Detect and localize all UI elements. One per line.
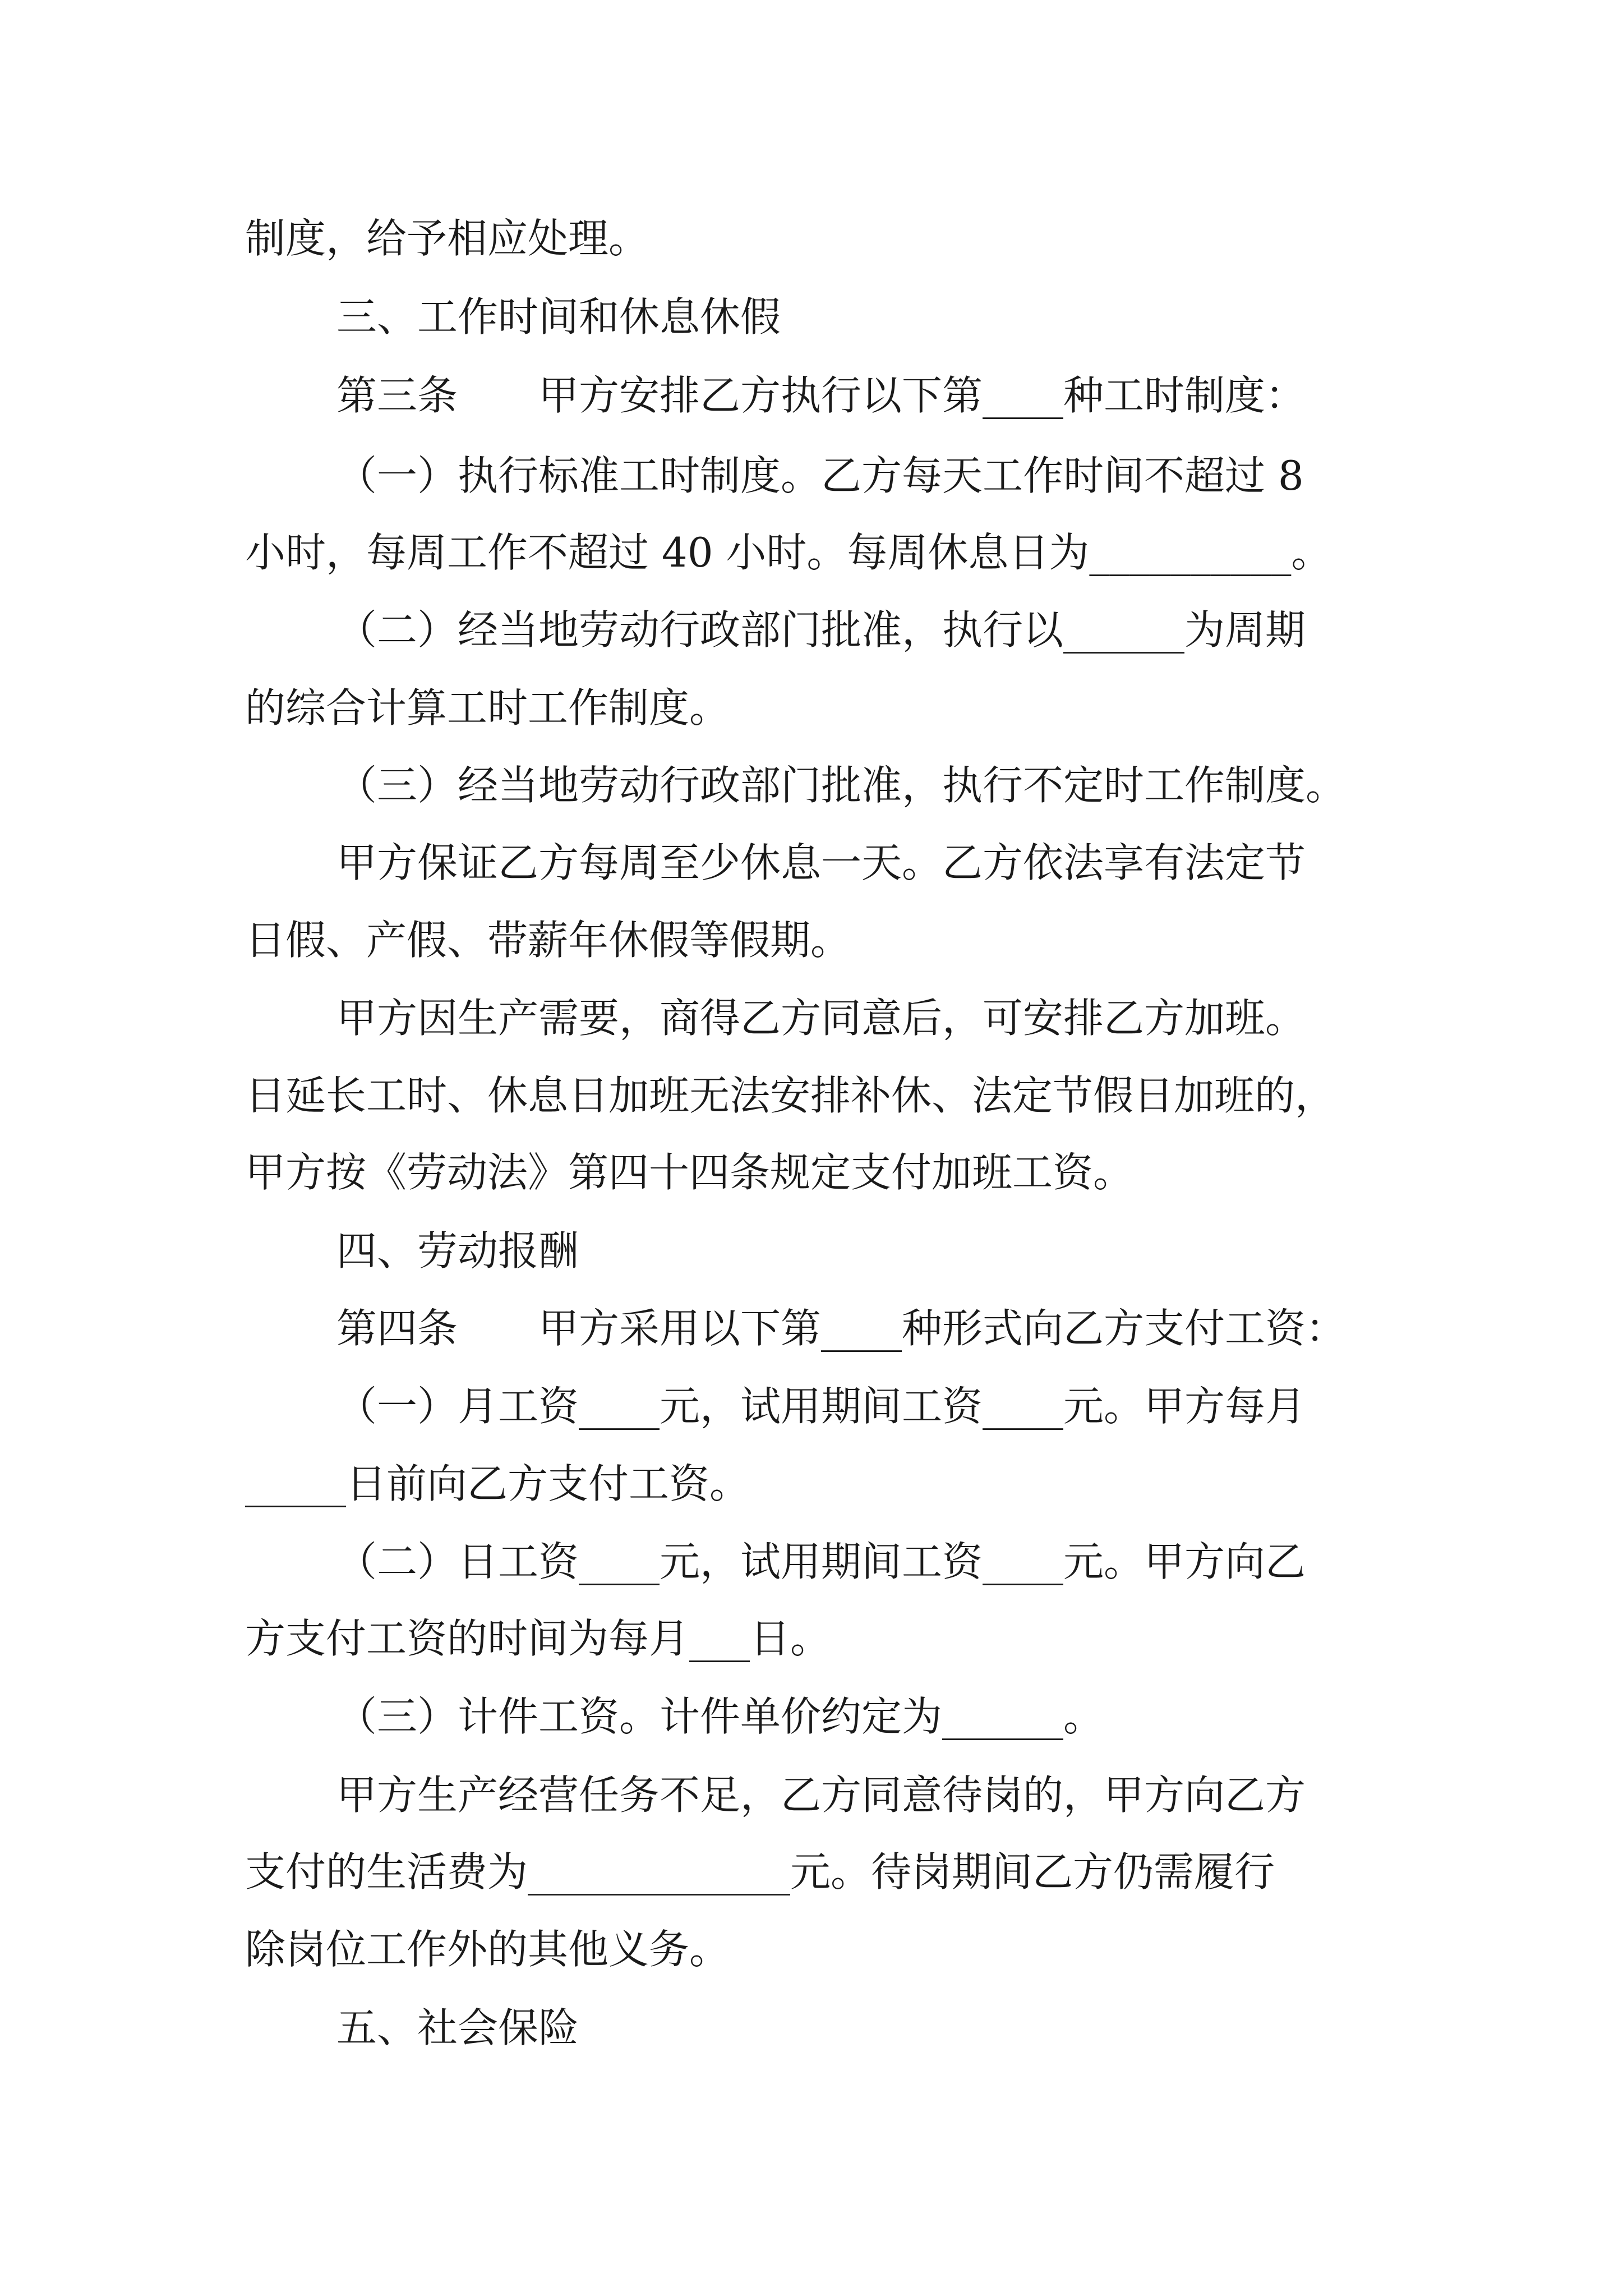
text-line: 甲方保证乙方每周至少休息一天。乙方依法享有法定节: [336, 839, 1306, 886]
text-line: （二）经当地劳动行政部门批准，执行以______为周期: [336, 606, 1306, 654]
text-line: 日延长工时、休息日加班无法安排补休、法定节假日加班的，: [245, 1072, 1336, 1119]
text-line: 甲方按《劳动法》第四十四条规定支付加班工资。: [245, 1149, 1134, 1196]
text-line: 除岗位工作外的其他义务。: [245, 1926, 730, 1973]
text-line: 制度，给予相应处理。: [245, 215, 649, 262]
text-line: 日假、产假、带薪年休假等假期。: [245, 917, 851, 964]
text-line: （二）日工资____元，试用期间工资____元。甲方向乙: [336, 1538, 1306, 1585]
article-line: 第四条 甲方采用以下第____种形式向乙方支付工资：: [336, 1305, 1347, 1352]
section-heading: 三、工作时间和休息休假: [336, 293, 781, 341]
text-line: 甲方因生产需要，商得乙方同意后，可安排乙方加班。: [336, 995, 1306, 1042]
text-line: 支付的生活费为_____________元。待岗期间乙方仍需履行: [245, 1848, 1275, 1895]
text-line: 方支付工资的时间为每月___日。: [245, 1615, 831, 1662]
text-line: 的综合计算工时工作制度。: [245, 684, 730, 731]
section-heading: 四、劳动报酬: [336, 1227, 579, 1274]
text-line: （三）经当地劳动行政部门批准，执行不定时工作制度。: [336, 762, 1347, 809]
text-line: （一）执行标准工时制度。乙方每天工作时间不超过 8: [336, 452, 1304, 499]
text-line: （三）计件工资。计件单价约定为______。: [336, 1693, 1104, 1740]
text-line: 小时，每周工作不超过 40 小时。每周休息日为__________。: [245, 529, 1332, 576]
text-line: （一）月工资____元，试用期间工资____元。甲方每月: [336, 1383, 1306, 1430]
text-line: _____日前向乙方支付工资。: [245, 1460, 750, 1507]
section-heading: 五、社会保险: [336, 2004, 579, 2051]
article-line: 第三条 甲方安排乙方执行以下第____种工时制度：: [336, 372, 1306, 419]
text-line: 甲方生产经营任务不足，乙方同意待岗的，甲方向乙方: [336, 1772, 1306, 1819]
